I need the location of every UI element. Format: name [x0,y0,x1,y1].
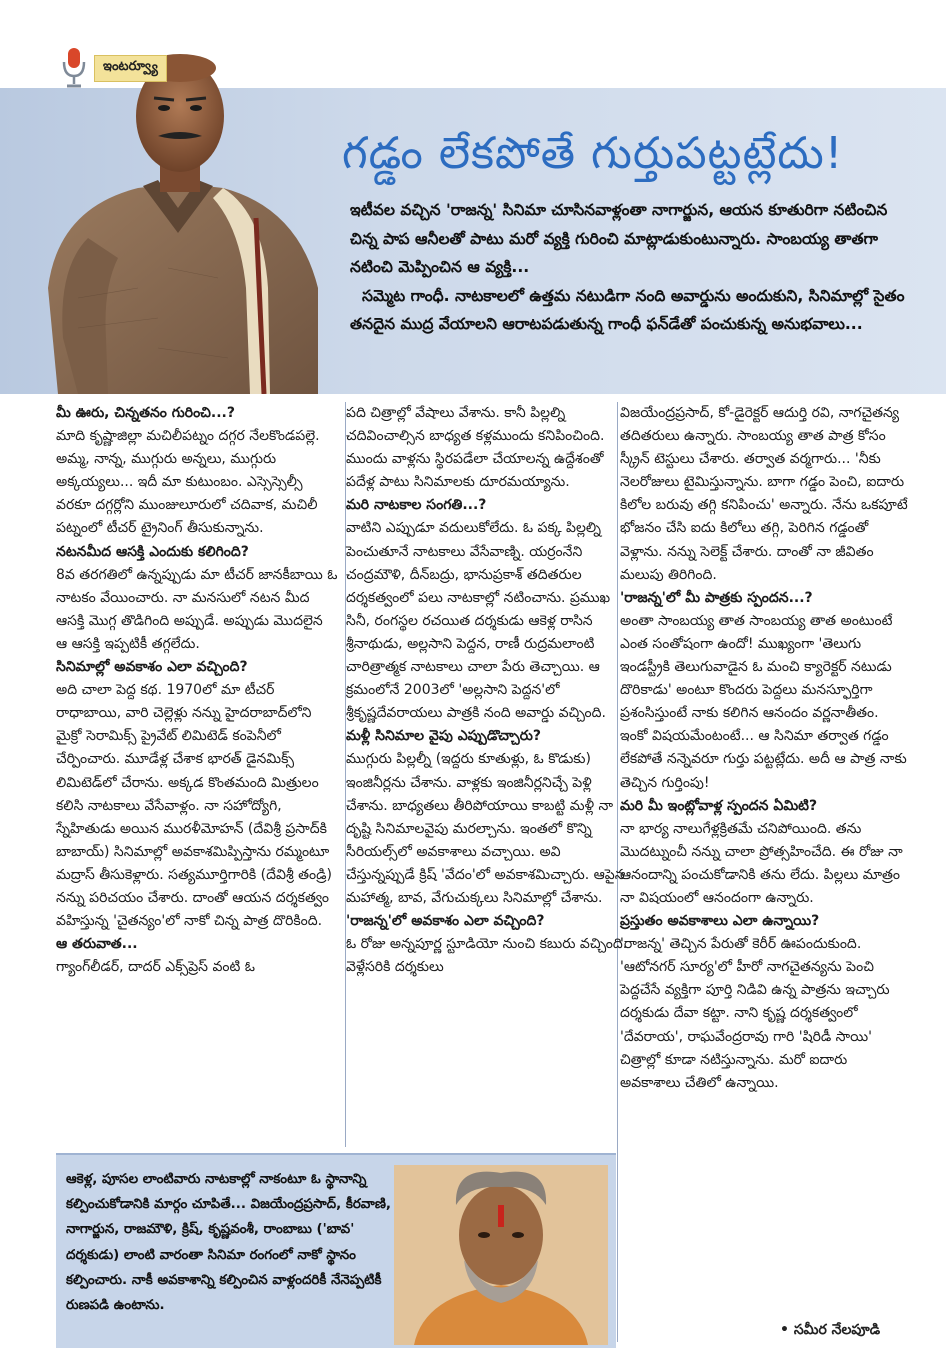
question: మరి నాటకాల సంగతి...? [346,497,487,514]
question: సినిమాల్లో అవకాశం ఎలా వచ్చింది? [56,659,248,676]
intro-paragraph [350,196,920,339]
section-label: ఇంటర్వ్యూ [94,55,167,82]
question: 'రాజన్న'లో మీ పాత్రకు స్పందన...? [620,589,813,606]
article-column-3 [620,402,910,1095]
article-column-1 [56,402,338,979]
article-column-2 [346,402,628,979]
answer: 'రాజన్న' తెచ్చిన పేరుతో కెరీర్ ఊపందుకుంది. 'ఆటోనగర్ సూర్య'లో హీరో నాగచైతన్యను పెంచి పెద్దచేసే వ్యక్తిగా పూర్తి నిడివి ఉన్న పాత్రను ఇచ్చారు దర్శకుడు దేవా కట్టా. నాని కృష్ణ దర్శకత్వంలో 'దేవరాయ', రాఘవేంద్రరావు గారి 'షిరిడీ సాయి' చిత్రాల్లో కూడా నటిస్తున్నాను. మరో ఐదారు అవకాశాలు చేతిలో ఉన్నాయి. [620,936,890,1091]
intro-text-1: ఇటీవల వచ్చిన 'రాజన్న' సినిమా చూసినవాళ్లంతా నాగార్జున, ఆయన కూతురిగా నటించిన చిన్న పాప ఆనీలతో పాటు మరో వ్యక్తి గురించి మాట్లాడుకుంటున్నారు. సాంబయ్య తాతగా నటించి మెప్పించిన ఆ వ్యక్తి... [350,201,888,276]
pull-quote-text: ఆకెళ్ల, పూసల లాంటివారు నాటకాల్లో నాకంటూ ఓ స్థానాన్ని కల్పించుకోడానికి మార్గం చూపితే... విజయేంద్రప్రసాద్, కీరవాణి, నాగార్జున, రాజమౌళి, క్రిష్, కృష్ణవంశీ, రాంబాబు ('బావ' దర్శకుడు) లాంటి వారంతా సినిమా రంగంలో నాకో స్థానం కల్పించారు. నాకీ అవకాశాన్ని కల్పించిన వాళ్లందరికీ నేనెప్పటికీ రుణపడి ఉంటాను. [66,1172,391,1314]
answer: వాటిని ఎప్పుడూ వదులుకోలేదు. ఓ పక్క పిల్లల్ని పెంచుతూనే నాటకాలు వేసేవాణ్ని. యర్రంనేని చంద్రమౌళి, దీన్‌బద్రు, భానుప్రకాశ్ తదితరుల దర్శకత్వంలో పలు నాటకాల్లో నటించాను. ప్రముఖ సినీ, రంగస్థల రచయిత దర్శకుడు ఆకెళ్ల రాసిన శ్రీనాథుడు, అల్లసాని పెద్దన, రాణీ రుద్రమలాంటి చారిత్రాత్మక నాటకాలు చాలా పేరు తెచ్చాయి. ఆ క్రమంలోనే 2003లో 'అల్లసాని పెద్దన'లో శ్రీకృష్ణదేవరాయలు పాత్రకి నంది అవార్డు వచ్చింది. [346,520,611,722]
question: ఆ తరువాత... [56,936,138,953]
question: మరి మీ ఇంట్లోవాళ్ల స్పందన ఏమిటి? [620,797,818,814]
page-title: గడ్డం లేకపోతే గుర్తుపట్టట్లేదు! [342,128,844,179]
question: నటనమీద ఆసక్తి ఎందుకు కలిగింది? [56,543,249,560]
section-badge [60,46,167,90]
actor-portrait [18,38,340,394]
question: 'రాజన్న'లో అవకాశం ఎలా వచ్చింది? [346,913,545,930]
answer: గ్యాంగ్‌లీడర్, దాదర్ ఎక్స్‌ప్రెస్ వంటి ఓ [56,959,256,976]
answer: నా భార్య నాలుగేళ్లక్రితమే చనిపోయింది. తను మొదట్నుంచీ నన్ను చాలా ప్రోత్సహించేది. ఈ రోజు నా ఆనందాన్ని పంచుకోడానికి తను లేదు. పిల్లలు మాత్రం నా విషయంలో ఆనందంగా ఉన్నారు. [620,820,903,906]
answer: అంతా సాంబయ్య తాత సాంబయ్య తాత అంటుంటే ఎంత సంతోషంగా ఉందో! ముఖ్యంగా 'తెలుగు ఇండస్ట్రీకి తెలుగువాడైన ఓ మంచి క్యారెక్టర్ నటుడు దొరికాడు' అంటూ కొందరు పెద్దలు మనస్ఫూర్తిగా ప్రశంసిస్తుంటే నాకు కలిగిన ఆనందం వర్ణనాతీతం. ఇంకో విషయమేంటంటే... ఆ సినిమా తర్వాత గడ్డం లేకపోతే నన్నెవరూ గుర్తు పట్టట్లేదు. అదీ ఆ పాత్ర నాకు తెచ్చిన గుర్తింపు! [620,612,907,791]
question: మళ్లీ సినిమాల వైపు ఎప్పుడొచ్చారు? [346,728,541,745]
byline: • సమీర నేలపూడి [780,1322,881,1338]
pull-quote-box [56,1153,616,1348]
answer: ఓ రోజు అన్నపూర్ణ స్టూడియో నుంచి కబురు వచ్చింది. వెళ్లేసరికి దర్శకులు [346,936,628,976]
sambaiah-role-photo [394,1165,608,1345]
answer: పది చిత్రాల్లో వేషాలు వేశాను. కానీ పిల్లల్ని చదివించాల్సిన బాధ్యత కళ్లముందు కనిపించింది. ముందు వాళ్లను స్థిరపడేలా చేయాలన్న ఉద్దేశంతో పదేళ్ల పాటు సినిమాలకు దూరమయ్యాను. [346,405,605,491]
answer: విజయేంద్రప్రసాద్, కో-డైరెక్టర్ ఆదుర్తి రవి, నాగచైతన్య తదితరులు ఉన్నారు. సాంబయ్య తాత పాత్ర కోసం స్క్రీన్ టెస్టులు చేశారు. తర్వాత వర్మగారు... 'నీకు నెలరోజులు టైమిస్తున్నాను. బాగా గడ్డం పెంచి, ఐదారు కిలోల బరువు తగ్గి కనిపించు' అన్నారు. నేను ఒకపూటే భోజనం చేసి ఐదు కిలోలు తగ్గి, పెరిగిన గడ్డంతో వెళ్లాను. నన్ను సెలెక్ట్ చేశారు. దాంతో నా జీవితం మలుపు తిరిగింది. [620,405,908,583]
answer: మాది కృష్ణాజిల్లా మచిలీపట్నం దగ్గర నేలకొండపల్లె. అమ్మ, నాన్న, ముగ్గురు అన్నలు, ముగ్గురు అక్కయ్యలు... ఇదీ మా కుటుంబం. ఎస్సెస్సెల్సీ వరకూ దగ్గర్లోని ముంజులూరులో చదివాక, మచిలీ పట్నంలో టీచర్ ట్రైనింగ్ తీసుకున్నాను. [56,428,320,537]
answer: 8వ తరగతిలో ఉన్నప్పుడు మా టీచర్ జానకీబాయి ఓ నాటకం వేయించారు. నా మనసులో నటన మీద ఆసక్తి మొగ్గ తొడిగింది అప్పుడే. అప్పుడు మొదలైన ఆ ఆసక్తి ఇప్పటికీ తగ్గలేదు. [56,566,338,652]
microphone-icon [60,46,88,90]
question: ప్రస్తుతం అవకాశాలు ఎలా ఉన్నాయి? [620,913,820,930]
intro-text-2: సమ్మెట గాంధీ. నాటకాలలో ఉత్తమ నటుడిగా నంది అవార్డును అందుకుని, సినిమాల్లో సైతం తనదైన ముద్ర వేయాలని ఆరాటపడుతున్న గాంధీ ఫన్‌డేతో పంచుకున్న అనుభవాలు... [350,286,905,333]
question: మీ ఊరు, చిన్నతనం గురించి...? [56,405,235,421]
answer: అది చాలా పెద్ద కథ. 1970లో మా టీచర్ రాధాబాయి, వారి చెల్లెళ్లు నన్ను హైదరాబాద్‌లోని మైక్రో సెరామిక్స్ ప్రైవేట్ లిమిటెడ్ కంపెనీలో చేర్పించారు. మూడేళ్ల చేశాక భారత్ డైనమిక్స్ లిమిటెడ్‌లో చేరాను. అక్కడ కొంతమంది మిత్రులం కలిసి నాటకాలు వేసేవాళ్లం. నా సహోద్యోగి, స్నేహితుడు అయిన మురళీమోహన్ (దేవిశ్రీ ప్రసాద్‌కి బాబాయ్) సినిమాల్లో అవకాశమిప్పిస్తాను రమ్మంటూ మద్రాస్ తీసుకెళ్లారు. సత్యమూర్తిగారికి (దేవిశ్రీ తండ్రి) నన్ను పరిచయం చేశారు. దాంతో ఆయన దర్శకత్వం వహిస్తున్న 'చైతన్యం'లో నాకో చిన్న పాత్ర దొరికింది. [56,682,332,930]
answer: ముగ్గురు పిల్లల్నీ (ఇద్దరు కూతుళ్లు, ఓ కొడుకు) ఇంజినీర్లను చేశాను. వాళ్లకు ఇంజినీర్లనిచ్చే పెళ్లి చేశాను. బాధ్యతలు తీరిపోయాయి కాబట్టి మళ్లీ నా దృష్టి సినిమాలవైపు మరల్చాను. ఇంతలో కొన్ని సీరియల్స్‌లో అవకాశాలు వచ్చాయి. అవి చేస్తున్నప్పుడే క్రిష్ 'వేదం'లో అవకాశమిచ్చారు. ఆపైన మహాత్మ, బావ, వేగుచుక్కలు సినిమాల్లో చేశాను. [346,751,625,906]
